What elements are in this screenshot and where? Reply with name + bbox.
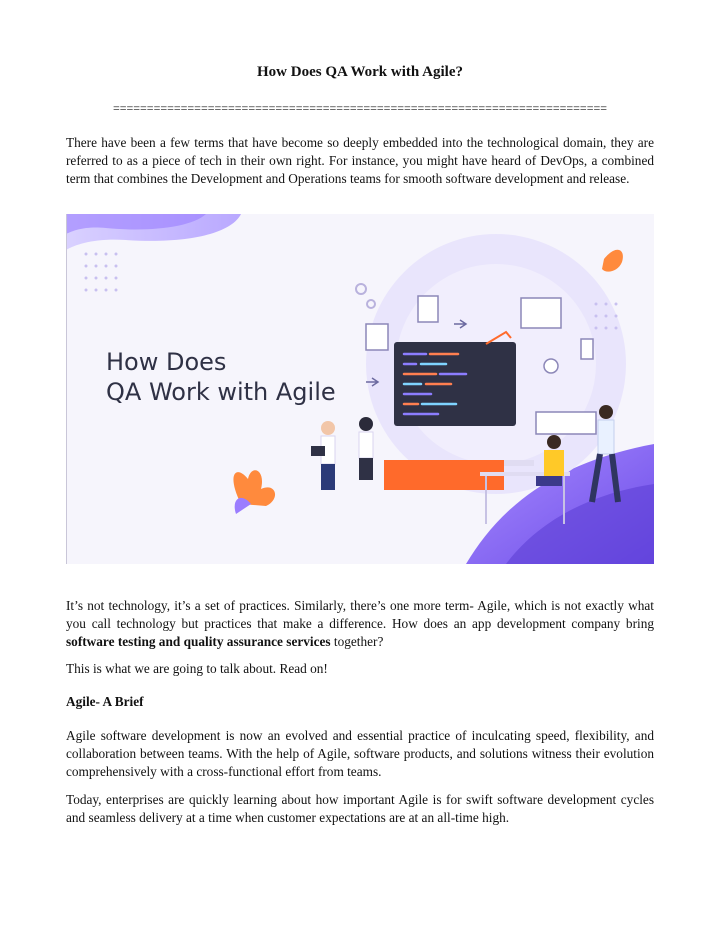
- separator-line: =========================================================================: [112, 101, 608, 115]
- image-border: [66, 214, 67, 564]
- paragraph-technology: [66, 597, 654, 651]
- page-title: How Does QA Work with Agile?: [257, 64, 463, 80]
- hero-text-line1: How Does: [106, 348, 227, 376]
- paragraph-technology-text: It’s not technology, it’s a set of practices. Similarly, there’s one more term- Agile, which is not exactly what you call technology but practices that make a difference. How does an app development company bring: [66, 598, 654, 631]
- section-heading-agile: Agile- A Brief: [66, 694, 144, 709]
- paragraph-read-on: This is what we are going to talk about. Read on!: [66, 661, 328, 676]
- hero-image: [66, 214, 654, 564]
- paragraph-technology-end: together?: [330, 634, 384, 649]
- paragraph-agile-brief: Agile software development is now an evolved and essential practice of inculcating speed, flexibility, and collaboration between teams. With the help of Agile, software products, and solutions witness their evolution comprehensively with a cross-functional effort from teams.: [66, 728, 654, 779]
- services-bold-text: software testing and quality assurance services: [66, 634, 331, 649]
- paragraph-enterprises: Today, enterprises are quickly learning about how important Agile is for swift software development cycles and seamless delivery at a time when customer expectations are at an all-time high.: [66, 792, 654, 825]
- intro-paragraph: There have been a few terms that have become so deeply embedded into the technological domain, they are referred to as a piece of tech in their own right. For instance, you might have heard of DevOps, a combined term that combines the Development and Operations teams for smooth software development and release.: [66, 135, 654, 186]
- hero-text-line2: QA Work with Agile: [106, 378, 336, 406]
